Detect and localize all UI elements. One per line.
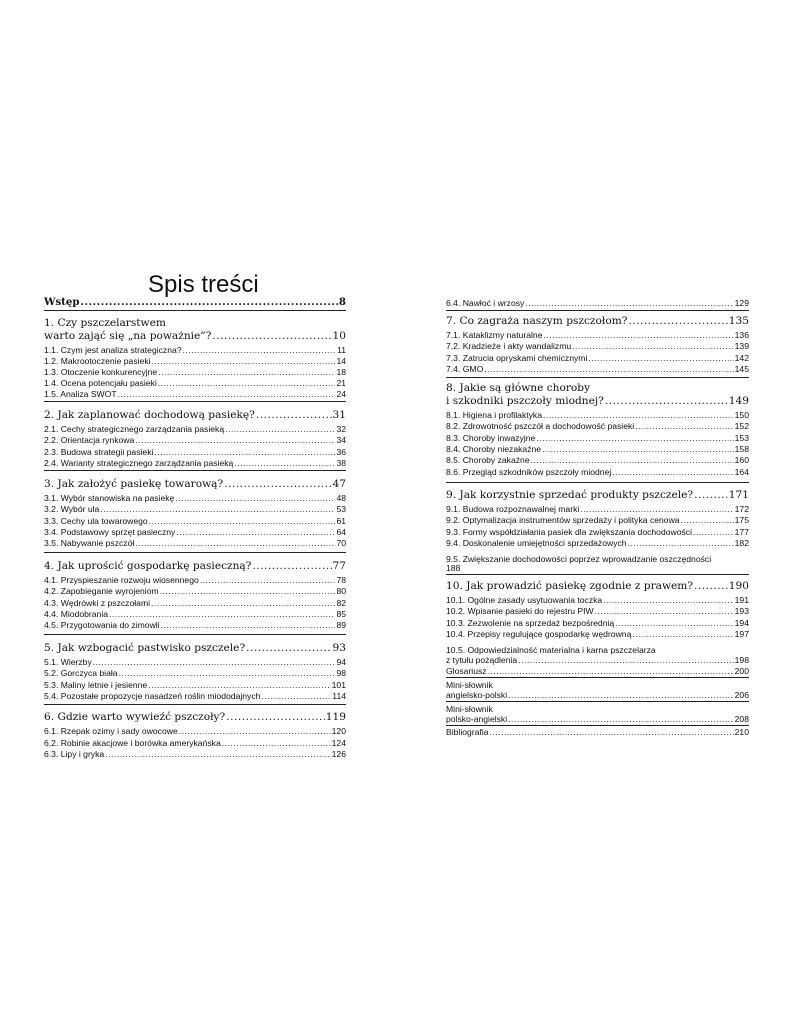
toc-entry: 6.4. Nawłoć i wrzosy ..... 129 — [446, 298, 749, 308]
toc-entry: 3.3. Cechy ula towarowego ..... 61 — [44, 516, 346, 526]
divider — [44, 552, 346, 553]
toc-entry: 6.1. Rzepak ozimy i sady owocowe ..... 120 — [44, 726, 346, 736]
toc-entry: 2.3. Budowa strategii pasieki ..... 36 — [44, 447, 346, 457]
divider — [44, 401, 346, 402]
toc-entry: 3.5. Nabywanie pszczół ..... 70 — [44, 538, 346, 548]
toc-entry: 3.1. Wybór stanowiska na pasiekę ..... 48 — [44, 493, 346, 503]
toc-entry: 5.2. Gorczyca biała ..... 98 — [44, 668, 346, 678]
toc-entry-10-5: 10.5. Odpowiedzialność materialna i karna pszczelarza — [446, 645, 656, 655]
toc-entry: 8.2. Zdrowotność pszczół a dochodowość pasieki ..... 152 — [446, 421, 749, 431]
toc-entry: 3.4. Podstawowy sprzęt pasieczny ..... 64 — [44, 527, 346, 537]
divider — [44, 634, 346, 635]
toc-entry: 2.2. Orientacja rynkowa ..... 34 — [44, 435, 346, 445]
toc-entry-bibliography: Bibliografia ..... 210 — [446, 727, 749, 737]
toc-entry: 5.1. Wierzby ..... 94 — [44, 657, 346, 667]
toc-entry: 4.5. Przygotowania do zimowli ..... 89 — [44, 620, 346, 630]
toc-entry: 8.1. Higiena i profilaktyka ..... 150 — [446, 410, 749, 420]
toc-entry: 1.1. Czym jest analiza strategiczna? ..... 11 — [44, 345, 346, 355]
toc-entry: 9.2. Optymalizacja instrumentów sprzedaży i polityka cenowa ..... 175 — [446, 515, 749, 525]
toc-entry: 10.3. Zezwolenie na sprzedaż bezpośrednią ..... 194 — [446, 618, 749, 628]
toc-entry: 1.3. Otoczenie konkurencyjne ..... 18 — [44, 367, 346, 377]
toc-entry: 1.5. Analiza SWOT ..... 24 — [44, 389, 346, 399]
toc-entry-glossary: Glosariusz ..... 200 — [446, 666, 749, 676]
divider — [44, 470, 346, 471]
toc-entry: 8.6. Przegląd szkodników pszczoły miodnej ..... 164 — [446, 467, 749, 477]
toc-chapter-3: 3. Jak założyć pasiekę towarową? ..... 47 — [44, 478, 346, 490]
divider — [446, 725, 749, 726]
toc-entry: 6.2. Robinie akacjowe i borówka amerykańska ..... 124 — [44, 738, 346, 748]
toc-entry: 8.4. Choroby niezakaźne ..... 158 — [446, 444, 749, 454]
page-number: 188 — [446, 563, 461, 573]
toc-entry: 10.2. Wpisanie pasieki do rejestru PIW ..... 193 — [446, 606, 749, 616]
toc-chapter-1: warto zająć się „na poważnie”? ..... 10 — [44, 330, 346, 342]
toc-entry: 9.4. Doskonalenie umiejętności sprzedażowych ..... 182 — [446, 538, 749, 548]
toc-entry-dict1: Mini-słownik — [446, 680, 493, 690]
toc-chapter-5: 5. Jak wzbogacić pastwisko pszczele? ..... 93 — [44, 642, 346, 654]
toc-entry: 5.3. Maliny letnie i jesienne ..... 101 — [44, 680, 346, 690]
toc-entry: 3.2. Wybór ula ..... 53 — [44, 504, 346, 514]
page-title: Spis treści — [148, 271, 259, 298]
toc-entry: 4.2. Zapobieganie wyrojeniom ..... 80 — [44, 586, 346, 596]
divider — [446, 677, 749, 678]
toc-entry: 9.1. Budowa rozpoznawalnej marki ..... 172 — [446, 504, 749, 514]
toc-chapter-10: 10. Jak prowadzić pasiekę zgodnie z prawem? ..... 190 — [446, 580, 749, 592]
toc-entry: 9.3. Formy współdziałania pasiek dla zwiększania dochodowości ..... 177 — [446, 527, 749, 537]
toc-entry: 8.3. Choroby inwazyjne ..... 153 — [446, 433, 749, 443]
toc-entry: 10.1. Ogólne zasady usytuowania toczka ..... 191 — [446, 595, 749, 605]
toc-entry-intro: Wstęp ..... 8 — [44, 296, 346, 308]
toc-chapter-7: 7. Co zagraża naszym pszczołom? ..... 135 — [446, 315, 749, 327]
divider — [44, 310, 346, 311]
divider — [44, 704, 346, 705]
toc-entry: 7.2. Kradzieże i akty wandalizmu ..... 139 — [446, 341, 749, 351]
toc-entry-dict1-cont: angielsko-polski ..... 206 — [446, 690, 749, 700]
toc-entry: 8.5. Choroby zakaźne ..... 160 — [446, 455, 749, 465]
chapter-title: 8. Jakie są główne choroby — [446, 382, 591, 394]
divider — [446, 574, 749, 575]
toc-entry: 1.4. Ocena potencjału pasieki ..... 21 — [44, 378, 346, 388]
toc-entry: 2.4. Warianty strategicznego zarządzania pasieką ..... 38 — [44, 458, 346, 468]
toc-entry-9-5: 9.5. Zwiększanie dochodowości poprzez wprowadzanie oszczędności — [446, 554, 712, 564]
toc-entry: 4.1. Przyspieszanie rozwoju wiosennego ..... 78 — [44, 575, 346, 585]
toc-chapter-2: 2. Jak zaplanować dochodową pasiekę? ..... 31 — [44, 409, 346, 421]
toc-entry-10-5-cont: z tytułu pożądlenia ..... 198 — [446, 655, 749, 665]
toc-entry: 7.3. Zatrucia opryskami chemicznymi ..... 142 — [446, 353, 749, 363]
divider — [446, 377, 749, 378]
toc-entry: 7.4. GMO ..... 145 — [446, 364, 749, 374]
toc-entry: 10.4. Przepisy regulujące gospodarkę wędrowną ..... 197 — [446, 629, 749, 639]
divider — [446, 310, 749, 311]
toc-entry-dict2-cont: polsko-angielski ..... 208 — [446, 714, 749, 724]
toc-entry: 7.1. Kataklizmy naturalne ..... 136 — [446, 330, 749, 340]
toc-entry: 5.4. Pozostałe propozycje nasadzeń roślin miododajnych ..... 114 — [44, 691, 346, 701]
divider — [446, 482, 749, 483]
toc-entry-dict2: Mini-słownik — [446, 704, 493, 714]
chapter-title: 1. Czy pszczelarstwem — [44, 317, 166, 329]
toc-entry: 2.1. Cechy strategicznego zarządzania pasieką ..... 32 — [44, 424, 346, 434]
toc-entry: 1.2. Makrootoczenie pasieki ..... 14 — [44, 356, 346, 366]
toc-chapter-4: 4. Jak uprościć gospodarkę pasieczną? ..... 77 — [44, 560, 346, 572]
toc-entry: 4.3. Wędrówki z pszczołami ..... 82 — [44, 598, 346, 608]
toc-chapter-6: 6. Gdzie warto wywieźć pszczoły? ..... 119 — [44, 711, 346, 723]
toc-chapter-8: i szkodniki pszczoły miodnej? ..... 149 — [446, 395, 749, 407]
divider — [446, 701, 749, 702]
toc-entry: 4.4. Miodobrania ..... 85 — [44, 609, 346, 619]
toc-chapter-9: 9. Jak korzystnie sprzedać produkty pszczele? ..... 171 — [446, 489, 749, 501]
toc-entry: 6.3. Lipy i gryka ..... 126 — [44, 749, 346, 759]
